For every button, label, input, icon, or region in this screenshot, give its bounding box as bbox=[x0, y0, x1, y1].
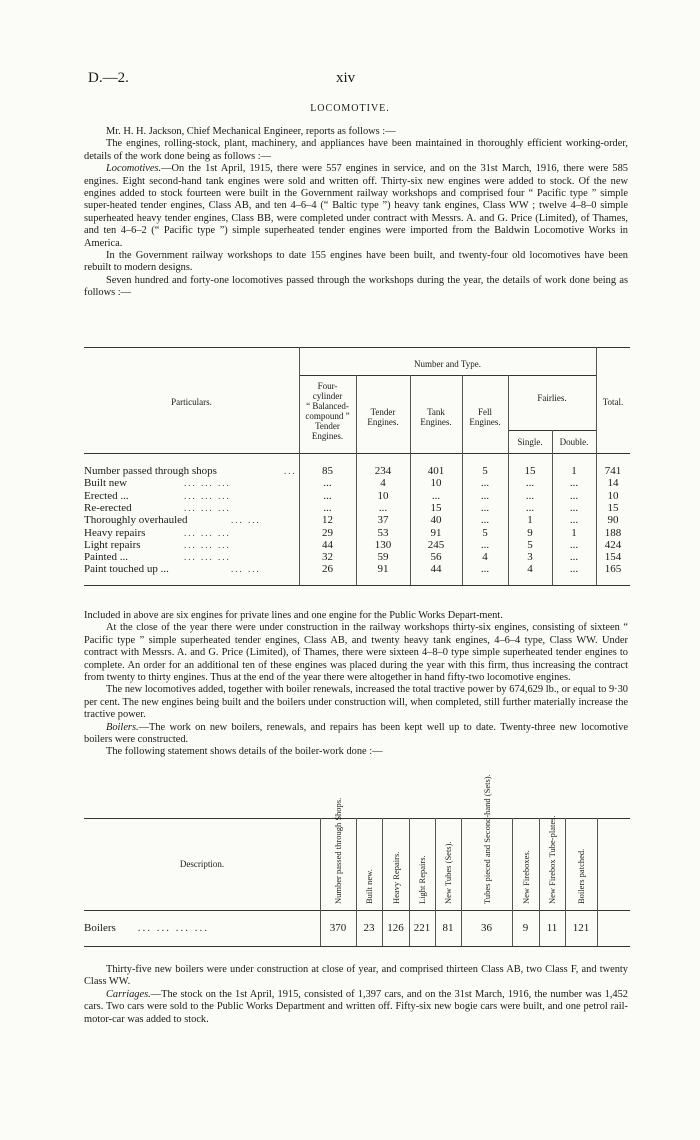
boiler-value: 36 bbox=[481, 922, 492, 934]
table-cell: 53 bbox=[377, 526, 389, 539]
fairlies-header: Fairlies. bbox=[537, 393, 567, 403]
boiler-value: 221 bbox=[413, 922, 431, 934]
table-cell: 44 bbox=[322, 538, 333, 551]
table-cell: 165 bbox=[604, 563, 622, 576]
table-cell: 234 bbox=[374, 465, 392, 477]
boiler-column-header: Tubes pieced and Second-hand (Sets). bbox=[481, 774, 492, 904]
table-cell: 10 bbox=[430, 477, 442, 490]
tank-engines-header: Tank Engines. bbox=[420, 407, 452, 427]
table-cell: 401 bbox=[427, 465, 445, 477]
middle-paragraph-5: The following statement shows details of the boiler-work done :— bbox=[106, 746, 383, 758]
double-header: Double. bbox=[559, 437, 589, 447]
page-number: xiv bbox=[336, 70, 356, 86]
row-leader-dots: ... ... ... bbox=[184, 478, 231, 489]
particulars-header: Particulars. bbox=[171, 397, 212, 407]
table-cell: ... bbox=[569, 551, 579, 564]
table-cell: 5 bbox=[482, 465, 488, 477]
table-cell: ... bbox=[323, 501, 332, 514]
table-cell: 1 bbox=[527, 514, 533, 527]
row-leader-dots: ... ... ... bbox=[184, 539, 231, 550]
table-cell: ... bbox=[569, 501, 579, 514]
table-cell: 4 bbox=[380, 477, 386, 490]
boiler-column-header: New Firebox Tube-plates. bbox=[547, 815, 557, 904]
carriages-heading: Carriages. bbox=[106, 988, 151, 1000]
boiler-value: 23 bbox=[363, 922, 375, 934]
locomotives-text: —On the 1st April, 1915, there were 557 engines in service, and on the 31st March, 1916, there were 585 engines. Eight second-hand tank engines were sold and written off. Thirty-six new engines were added to stock. Of the new engines added to stock fourteen were built in the Government railway workshops and comprised four “ Pacific type ” simple super-heated tender engines, Class AB, and ten 4–6–4 (“ Baltic type ”) heavy tank engines, Class WW ; twelve 4–8–0 simple superheated heavy tender engines, Class BB, were completed under contract with Messrs. A. and G. Price (Limited), of Thames, and ten 4–6–2 (“ Pacific type ”) simple superheated tender engines were imported from the Baldwin Locomotive Works in America. bbox=[84, 163, 628, 249]
boilers-row-label: Boilers ... ... ... ... bbox=[84, 922, 210, 934]
row-label: Painted ... bbox=[84, 551, 128, 564]
intro-paragraph-3 bbox=[84, 163, 628, 250]
closing-paragraph-2 bbox=[84, 989, 628, 1026]
boiler-column-header: Boilers patched. bbox=[576, 848, 586, 904]
table-cell: 26 bbox=[322, 563, 333, 576]
description-header: Description. bbox=[179, 859, 225, 869]
table-cell: 15 bbox=[430, 501, 442, 514]
table-cell: 91 bbox=[377, 563, 389, 576]
table-cell: 29 bbox=[322, 526, 333, 539]
table-cell: 4 bbox=[482, 551, 488, 564]
table-cell: 14 bbox=[607, 477, 619, 490]
table-cell: ... bbox=[431, 489, 441, 502]
table-cell: 424 bbox=[604, 538, 622, 551]
table-cell: 154 bbox=[604, 551, 622, 564]
carriages-text: —The stock on the 1st April, 1915, consisted of 1,397 cars, and on the 31st March, 1916, the number was 1,452 cars. Two cars were sold to the Public Works Department and written off. Fifty-six new bogie cars were built, and one petrol rail-motor-car was added to stock. bbox=[84, 988, 628, 1025]
table-cell: ... bbox=[525, 501, 535, 514]
intro-paragraph-5: Seven hundred and forty-one locomotives passed through the workshops during the year, the details of work done being as follows :— bbox=[84, 274, 628, 299]
table-cell: 4 bbox=[527, 563, 533, 576]
row-leader-dots: ... ... bbox=[231, 564, 261, 575]
table-cell: ... bbox=[569, 489, 579, 502]
table-cell: 1 bbox=[571, 526, 577, 539]
row-label: Erected ... bbox=[84, 489, 129, 502]
four-cylinder-header: Four- cylinder “ Balanced- compound ” Tender Engines. bbox=[305, 381, 350, 441]
boiler-column-header: New Tubes (Sets). bbox=[443, 841, 453, 904]
single-header: Single. bbox=[517, 437, 543, 447]
middle-paragraph-3: The new locomotives added, together with boiler renewals, increased the total tractive power by 674,629 lb., or equal to 9·30 per cent. The new engines being built and the boilers under construction will, when completed, still further materially increase the tractive power. bbox=[84, 684, 628, 721]
boiler-value: 121 bbox=[572, 922, 590, 934]
boilers-text: —The work on new boilers, renewals, and repairs has been kept well up to date. Twenty-three new locomotive boilers were constructed. bbox=[84, 721, 628, 746]
table-cell: 59 bbox=[377, 551, 389, 564]
middle-text bbox=[84, 610, 628, 759]
intro-paragraph-2: The engines, rolling-stock, plant, machinery, and appliances have been maintained in thoroughly efficient working-order, details of the work done being as follows :— bbox=[84, 138, 628, 162]
table-cell: ... bbox=[480, 514, 490, 527]
table-cell: ... bbox=[569, 538, 579, 551]
table-cell: 12 bbox=[322, 514, 333, 527]
total-header: Total. bbox=[602, 397, 624, 407]
boiler-work-table bbox=[84, 774, 630, 948]
boilers-heading: Boilers. bbox=[106, 721, 139, 733]
table-cell: 5 bbox=[482, 526, 488, 539]
row-label: Number passed through shops bbox=[84, 465, 217, 477]
table-cell: 130 bbox=[374, 538, 392, 551]
table-cell: ... bbox=[480, 489, 490, 502]
table-cell: ... bbox=[525, 489, 535, 502]
intro-paragraph-4: In the Government railway workshops to date 155 engines have been built, and twenty-four old locomotives have been rebuilt to modern designs. bbox=[84, 250, 628, 274]
table-cell: 91 bbox=[430, 526, 442, 539]
table-cell: ... bbox=[480, 538, 490, 551]
table-cell: 245 bbox=[427, 538, 445, 551]
boiler-column-header: Heavy Repairs. bbox=[390, 851, 401, 904]
report-code: D.—2. bbox=[88, 70, 129, 86]
table-cell: ... bbox=[569, 477, 579, 490]
table-cell: ... bbox=[480, 501, 490, 514]
table-cell: ... bbox=[525, 477, 535, 490]
intro-paragraph-1: Mr. H. H. Jackson, Chief Mechanical Engineer, reports as follows :— bbox=[106, 126, 396, 137]
row-leader-dots: ... ... bbox=[231, 515, 261, 526]
middle-paragraph-1: Included in above are six engines for private lines and one engine for the Public Works Depart-ment. bbox=[84, 610, 503, 621]
boiler-column-header: Built new. bbox=[364, 869, 374, 904]
section-title: LOCOMOTIVE. bbox=[310, 103, 390, 114]
boiler-column-header: Number passed through Shops. bbox=[333, 797, 343, 904]
table-cell: 44 bbox=[430, 563, 442, 576]
table-cell: 5 bbox=[527, 538, 533, 551]
table-cell: 188 bbox=[604, 526, 622, 539]
tender-engines-header: Tender Engines. bbox=[367, 407, 399, 427]
table-cell: 37 bbox=[377, 514, 389, 527]
boiler-value: 81 bbox=[442, 922, 454, 934]
closing-text bbox=[84, 964, 628, 1026]
table-cell: 90 bbox=[607, 514, 619, 527]
row-label: Paint touched up ... bbox=[84, 563, 169, 576]
table-cell: 32 bbox=[322, 551, 333, 564]
row-leader-dots: ... ... ... bbox=[184, 552, 231, 563]
table-cell: 15 bbox=[524, 465, 536, 477]
boiler-column-header: New Fireboxes. bbox=[520, 850, 531, 904]
number-and-type-header: Number and Type. bbox=[414, 359, 481, 369]
table-cell: 741 bbox=[604, 465, 622, 477]
table-cell: 56 bbox=[430, 551, 442, 564]
table-cell: ... bbox=[569, 563, 579, 576]
row-leader-dots: ... ... ... bbox=[184, 527, 231, 538]
row-label: Built new bbox=[84, 477, 128, 490]
boiler-value: 126 bbox=[387, 922, 404, 934]
table-cell: 40 bbox=[430, 514, 442, 527]
locomotive-work-table bbox=[84, 347, 630, 587]
table-cell: ... bbox=[480, 563, 490, 576]
table-cell: ... bbox=[569, 514, 579, 527]
row-leader-dots: ... ... ... bbox=[184, 490, 231, 501]
row-leader-dots: ... ... ... bbox=[184, 502, 231, 513]
middle-paragraph-2: At the close of the year there were under construction in the railway workshops thirty-six engines, consisting of sixteen “ Pacific type ” simple superheated tender engines, Class AB, and twenty heavy tank engines, 4–6–4 type, Class WW. Under contract with Messrs. A. and G. Price (Limited), of Thames, there were sixteen 4–8–0 type simple superheated tender engines to complete. An order for an additional ten of these engines was placed during the year with this firm, thus increasing the contract from twenty to thirty engines. Thus at the end of the year there were altogether in hand fifty-two locomotive engines. bbox=[84, 622, 628, 684]
closing-paragraph-1: Thirty-five new boilers were under construction at close of year, and comprised thirteen Class AB, two Class F, and twenty Class WW. bbox=[84, 964, 628, 988]
row-label: Light repairs bbox=[84, 538, 141, 551]
fell-engines-header: Fell Engines. bbox=[469, 407, 501, 427]
locomotives-heading: Locomotives. bbox=[106, 163, 162, 175]
row-leader-dots: ... bbox=[284, 466, 297, 476]
row-label: Thoroughly overhauled bbox=[84, 514, 188, 527]
table-cell: 85 bbox=[322, 465, 333, 477]
table-cell: ... bbox=[480, 477, 490, 490]
table-cell: ... bbox=[323, 489, 332, 502]
intro-text bbox=[84, 126, 628, 300]
table-cell: ... bbox=[378, 501, 388, 514]
table-cell: 9 bbox=[527, 526, 533, 539]
table-cell: 10 bbox=[607, 489, 619, 502]
row-label: Heavy repairs bbox=[84, 526, 146, 539]
middle-paragraph-4 bbox=[84, 722, 628, 747]
table-cell: ... bbox=[323, 477, 332, 490]
table-cell: 3 bbox=[527, 551, 533, 564]
boiler-value: 11 bbox=[546, 922, 558, 934]
boiler-value: 370 bbox=[329, 922, 347, 934]
table-cell: 1 bbox=[571, 465, 577, 477]
row-label: Re-erected bbox=[84, 501, 132, 514]
boiler-value: 9 bbox=[522, 922, 529, 934]
boiler-column-header: Light Repairs. bbox=[417, 855, 427, 904]
table-cell: 15 bbox=[607, 501, 619, 514]
table-cell: 10 bbox=[377, 489, 389, 502]
